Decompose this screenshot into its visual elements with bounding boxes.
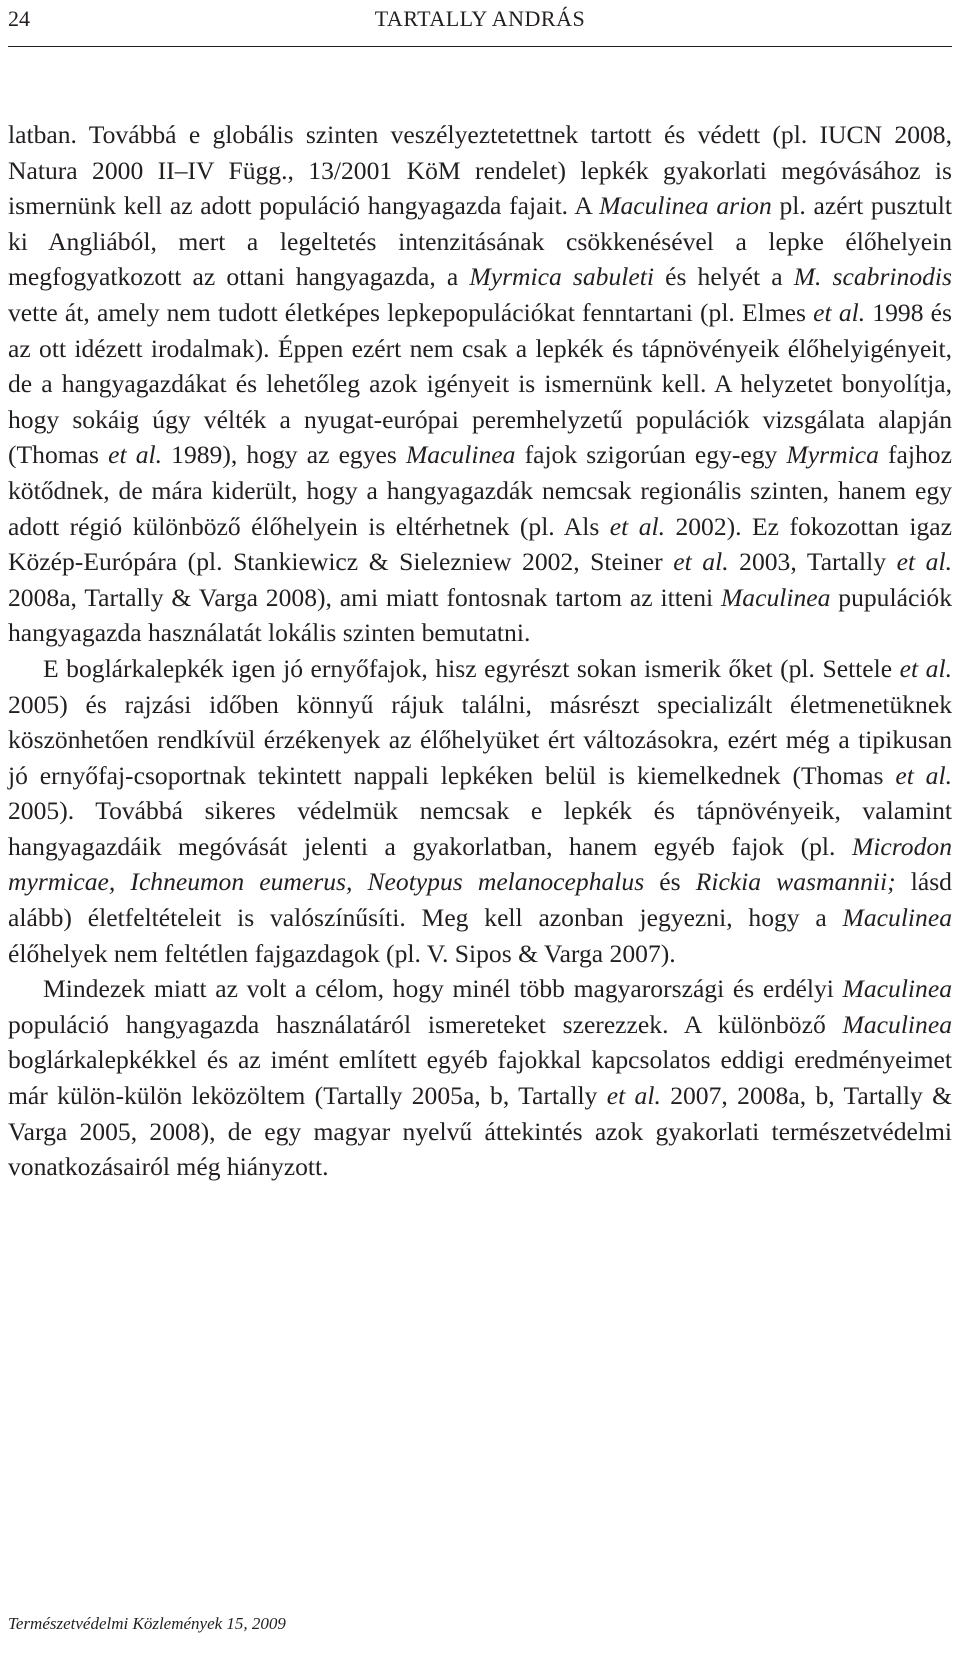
italic-text-run: Maculinea	[842, 903, 952, 933]
italic-text-run: Maculinea	[720, 582, 831, 612]
italic-text-run: et al.	[673, 547, 729, 577]
italic-text-run: et al.	[609, 511, 665, 541]
italic-text-run: et al.	[108, 440, 163, 470]
italic-text-run: Maculinea	[842, 974, 952, 1004]
text-run: lásd alább) életfeltételeit is valószínűsíti. Meg kell azonban jegyezni, hogy a	[8, 867, 952, 933]
text-run: pl. azért pusztult ki Angliából, mert a legeltetés intenzitásának csökkenésével a lepke élőhelyein megfogyatkozott az ottani hangyagazda, a	[8, 191, 952, 292]
text-run: élőhelyek nem feltétlen fajgazdagok (pl. V. Sipos & Varga 2007).	[8, 938, 676, 968]
italic-text-run: Maculinea	[405, 440, 516, 470]
italic-text-run: Myrmica	[786, 440, 879, 470]
text-run: 2002). Ez fokozottan igaz Közép-Európára (pl. Stankiewicz & Sielezniew 2002, Steiner	[8, 511, 952, 577]
italic-text-run: et al.	[896, 547, 952, 577]
italic-text-run: Maculinea arion	[599, 191, 772, 221]
text-run: boglárkalepkékkel és az imént említett egyéb fajokkal kapcsolatos eddigi eredményeimet már külön-külön leközöltem (Tartally 2005a, b, Tartally	[8, 1045, 952, 1111]
italic-text-run: M. scabrinodis	[793, 262, 952, 292]
text-run: pupulációk hangyagazda használatát lokális szinten bemutatni.	[8, 582, 953, 648]
body-text	[8, 117, 952, 1185]
text-run: 2005) és rajzási időben könnyű rájuk találni, másrészt specializált életmenetüknek köszönhetően rendkívül érzékenyek az élőhelyüket ért változásokra, ezért még a tipikusan jó ernyőfaj-csoportnak tekintett nappali lepkéken belül is kiemelkednek (Thomas	[8, 689, 952, 790]
italic-text-run: Myrmica sabuleti	[469, 262, 654, 292]
running-header	[8, 0, 952, 47]
text-run: 2007, 2008a, b, Tartally & Varga 2005, 2008), de egy magyar nyelvű áttekintés azok gyakorlati természetvédelmi vonatkozásairól még hiányzott.	[8, 1081, 953, 1182]
text-run: Mindezek miatt az volt a célom, hogy minél több magyarországi és erdélyi	[43, 974, 843, 1004]
journal-footer: Természetvédelmi Közlemények 15, 2009	[8, 1614, 286, 1633]
text-run: 2003, Tartally	[728, 547, 897, 577]
text-run: fajok szigorúan egy-egy	[515, 440, 787, 470]
text-run: 2008a, Tartally & Varga 2008), ami miatt fontosnak tartom az itteni	[8, 582, 721, 612]
paragraph	[8, 117, 952, 651]
italic-text-run: Microdon myrmicae, Ichneumon eumerus, Neotypus melanocephalus	[8, 831, 952, 897]
text-run: fajhoz kötődnek, de mára kiderült, hogy a hangyagazdák nemcsak regionális szinten, hanem egy adott régió különböző élőhelyein is eltérhetnek (pl. Als	[8, 440, 952, 541]
text-run: populáció hangyagazda használatáról ismereteket szerezzek. A különböző	[8, 1009, 843, 1039]
paragraph	[8, 651, 952, 971]
text-run: vette át, amely nem tudott életképes lepkepopulációkat fenntartani (pl. Elmes	[8, 297, 814, 327]
text-run: 2005). Továbbá sikeres védelmük nemcsak e lepkék és tápnövényeik, valamint hangyagazdáik megóvását jelenti a gyakorlatban, hanem egyéb fajok (pl.	[8, 796, 952, 861]
italic-text-run: Maculinea	[842, 1009, 952, 1039]
text-run: 1998 és az ott idézett irodalmak). Éppen ezért nem csak a lepkék és tápnövényeik élőhelyigényeit, de a hangyagazdákat és lehetőleg azok igényeit is ismernünk kell. A helyzetet bonyolítja, hogy sokáig úgy vélték a nyugat-európai peremhelyzetű populációk vizsgálata alapján (Thomas	[8, 297, 952, 470]
text-run: és helyét a	[653, 262, 794, 292]
italic-text-run: Rickia wasmannii;	[695, 867, 896, 897]
italic-text-run: et al.	[895, 760, 952, 790]
running-title: TARTALLY ANDRÁS	[374, 6, 586, 31]
paragraph	[8, 971, 952, 1185]
page-number: 24	[8, 6, 30, 31]
text-run: latban. Továbbá e globális szinten veszélyeztetettnek tartott és védett (pl. IUCN 2008, Natura 2000 II–IV Függ., 13/2001 KöM rendelet) lepkék gyakorlati megóvásához is ismernünk kell az adott populáció hangyagazda fajait. A	[8, 120, 952, 221]
italic-text-run: et al.	[606, 1081, 661, 1111]
italic-text-run: et al.	[813, 297, 866, 327]
text-run: 1989), hogy az egyes	[162, 440, 406, 470]
italic-text-run: et al.	[899, 653, 952, 683]
text-run: és	[644, 867, 696, 897]
text-run: E boglárkalepkék igen jó ernyőfajok, hisz egyrészt sokan ismerik őket (pl. Settele	[43, 653, 900, 683]
